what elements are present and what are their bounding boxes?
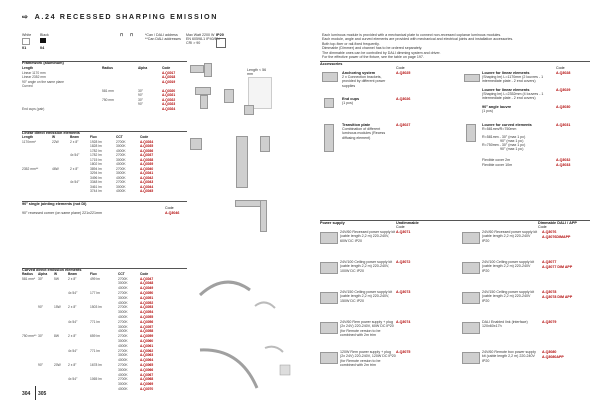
table-cell: 2700K: [118, 276, 128, 281]
table-cell: 4000K: [116, 162, 126, 166]
table-cell: 1715 lm: [90, 157, 102, 162]
table-cell: Linear 2352 mm: [22, 75, 46, 79]
product-code: A.Q3063: [140, 353, 154, 358]
table-cell: 177 lm: [90, 290, 100, 295]
louvre-name: Louvre for linear elements: [482, 71, 530, 75]
product-code: A.Q3065: [140, 362, 154, 367]
table-cell: 3000K: [118, 353, 128, 358]
accessory-image: [320, 122, 338, 152]
product-code: A.Q3042: [140, 175, 154, 180]
accessory-code: A.Q3025: [396, 71, 411, 75]
accessory-name: End cups: [342, 97, 360, 101]
table-cell: 3496 lm: [90, 175, 102, 180]
power-undimmable-title: Undimmable: [396, 221, 419, 225]
volt-line: EN 60598-1 IP40/EN: [186, 37, 220, 41]
page-header: [22, 12, 218, 21]
product-code: A.Q3018: [162, 75, 176, 79]
table-cell: 2 x 8°: [68, 305, 77, 310]
page-number-right: 305: [38, 391, 47, 397]
accessory-code: A.Q3027: [396, 123, 411, 127]
product-code: A.Q3047: [140, 276, 154, 281]
table-cell: 3894 lm: [90, 166, 102, 171]
table-cell: 30°: [38, 334, 43, 339]
table-cell: 2700K: [116, 153, 126, 157]
angle-desc: 90° recessed corner (on same plane) 221x221mm: [22, 211, 102, 215]
table-cell: 2 x 8°: [68, 276, 77, 281]
framework-diagram: [190, 63, 270, 123]
curved-diagram: [195, 270, 295, 395]
table-cell: 2700K: [118, 305, 128, 310]
table-cell: 4000K: [118, 358, 128, 363]
table-cell: 3000K: [116, 144, 126, 148]
power-supply-code: A.Q3080: [542, 350, 557, 354]
framework-title: Framework (aluminum): [22, 61, 64, 65]
product-code: A.Q3058: [140, 329, 154, 334]
product-code: A.Q3066: [140, 367, 154, 372]
table-cell: 3000K: [118, 338, 128, 343]
table-cell: 581 mm*: [22, 276, 36, 281]
louvre-image: [462, 122, 480, 142]
product-code: A.Q3035: [140, 144, 154, 148]
table-cell: End cups (pair): [22, 106, 45, 111]
table-cell: 1828 lm: [90, 144, 102, 148]
power-right-list: [462, 230, 592, 380]
product-code: A.Q3037: [140, 153, 154, 157]
finish-white-label: White: [22, 33, 32, 37]
table-cell: 1782 lm: [90, 148, 102, 153]
flexible-code: A.Q3032: [556, 158, 571, 162]
table-cell: 4000K: [118, 343, 128, 348]
power-supply-image: [462, 352, 480, 364]
finish-white-code: 01: [22, 46, 27, 50]
product-code: A.Q3044: [140, 184, 154, 189]
framework-table: Length Radius Alpha Code Linear 1170 mm A.Q3017 Linear 2352 mm A.Q3018 90° angle on the same plane A.Q3019 Curved 581 mm 30° A.Q3020 90° A.Q3021 750 mm 30° A.Q3022 90° A.Q3023 End cups (pair) A.Q3024: [22, 66, 176, 111]
product-code: A.Q3024: [162, 106, 176, 111]
power-supply-code-dim: A.Q3080APP: [542, 354, 564, 359]
power-supply-image: [462, 322, 480, 334]
accessory-desc: 2 x Connection brackets, provided by different power supplies: [342, 75, 386, 88]
louvre-angle: R=581mm - 30° (max 1 pc): [482, 135, 526, 139]
product-code: A.Q3049: [140, 286, 154, 291]
product-code: A.Q3039: [140, 162, 154, 166]
table-cell: 3000K: [118, 324, 128, 329]
accessory-desc: (1 pcs): [342, 101, 353, 105]
product-code: A.Q3051: [140, 295, 154, 300]
product-code: A.Q3036: [140, 148, 154, 153]
table-cell: 4000K: [118, 314, 128, 319]
product-code: A.Q3064: [140, 358, 154, 363]
table-cell: 2 x 8°: [70, 166, 79, 171]
table-cell: 4000K: [116, 175, 126, 180]
louvre-code: A.Q3029: [556, 88, 571, 92]
max-volt: Max Watt 2200 W: [186, 33, 215, 37]
lamp-note: **Can DALI addresses: [145, 37, 181, 41]
product-code: A.Q3020: [162, 88, 176, 93]
product-code: A.Q3060: [140, 338, 154, 343]
table-cell: 3000K: [118, 295, 128, 300]
table-cell: 3348 lm: [90, 180, 102, 184]
power-dimmable-title: Dimmable DALI / APP: [538, 221, 577, 225]
power-supply-code: A.Q3076: [542, 230, 557, 234]
table-cell: 3000K: [118, 281, 128, 286]
power-supply-desc: 120W Rem power supply + plug (2x 24V) 220-240V, 120W DC IP20 (for Remote version to be combined with 2m trim: [340, 350, 396, 368]
product-code: A.Q3053: [140, 305, 154, 310]
table-cell: 90°: [138, 102, 143, 106]
table-cell: 3294 lm: [90, 171, 102, 175]
angle-title: 90° single jointing elements (not DI): [22, 202, 87, 206]
power-supply-code: A.Q3071: [396, 230, 411, 234]
table-cell: 4x 54°: [68, 377, 78, 382]
louvre-angle: 90° (max 1 pc): [500, 147, 524, 151]
louvre-desc: (1 pcs): [482, 109, 493, 113]
table-cell: 90° angle on the same plane: [22, 79, 65, 84]
power-supply-image: [462, 232, 480, 244]
product-code: A.Q3041: [140, 171, 154, 175]
table-cell: 46W: [52, 166, 59, 171]
power-supply-desc: 24V/100 Ceiling power supply kit (cable length 2,2 m) 220-240V, 100W DC IP20: [340, 260, 393, 273]
table-cell: 4x 54°: [68, 290, 78, 295]
ip-icon-1: ⊓: [120, 33, 123, 37]
table-cell: 2352 mm**: [22, 166, 39, 171]
table-cell: 2700K: [118, 290, 128, 295]
table-cell: 4000K: [118, 372, 128, 377]
table-cell: 1678 lm: [90, 362, 102, 367]
louvre-name: 90° angle louvre: [482, 105, 512, 109]
product-code: A.Q3040: [140, 166, 154, 171]
page-number-left: 304: [22, 391, 31, 397]
table-cell: 4x 54°: [68, 319, 78, 324]
power-left-list: [320, 230, 455, 380]
product-code: A.Q3045: [140, 189, 154, 193]
table-cell: 771 lm: [90, 348, 100, 353]
power-supply-image: [320, 292, 338, 304]
product-code: A.Q3023: [162, 102, 176, 106]
table-cell: 90°: [38, 305, 43, 310]
table-cell: 2700K: [118, 334, 128, 339]
length-dim: Length < 56 mm: [247, 68, 267, 77]
louvre-name: Louvre for curved elements: [482, 123, 532, 127]
power-supply-code-dim: A.Q3077 DIM APP: [542, 264, 573, 269]
table-cell: 4000K: [116, 148, 126, 153]
product-code: A.Q3061: [140, 343, 154, 348]
accessories-title: Accessories: [320, 62, 343, 66]
power-supply-code: A.Q3075: [396, 350, 411, 354]
table-cell: 22W: [52, 139, 59, 144]
cri-line: CRI > 90: [186, 41, 201, 45]
product-code: A.Q3034: [140, 139, 154, 144]
table-cell: 90°: [38, 362, 43, 367]
table-cell: 4000K: [118, 386, 128, 391]
table-cell: 2700K: [116, 139, 126, 144]
linear-title: Linear direct emission elements: [22, 131, 80, 135]
power-supply-code-dim: A.Q3076DIMAPP: [542, 234, 571, 239]
table-cell: 3461 lm: [90, 184, 102, 189]
product-code: A.Q3017: [162, 70, 176, 75]
table-cell: 2 x 8°: [68, 362, 77, 367]
power-supply-desc: 24V/60 Recessed power supply kit (cable length 2,2 m) 220-240V IP20: [482, 230, 538, 243]
power-supply-code-dim: A.Q3078 DIM APP: [542, 294, 573, 299]
product-code: A.Q3054: [140, 310, 154, 315]
table-cell: 90°: [138, 93, 143, 97]
product-code: A.Q3043: [140, 180, 154, 184]
accessory-image: [320, 96, 338, 110]
curved-table: Radius Alpha W Beam Flux CCT Code 581 mm* 30° 5W 2 x 8° 499 lm 2700K A.Q3047 3000K A.Q3048 4000K A.Q3049 4x 54° 177 lm 2700K A.Q3050 3000K A.Q3051 4000K A.Q3052 90° 15W 2 x 8° 1503 lm 2700K A.Q3053 3000K A.Q3054 4000K A.Q3055 4x 54° 771 lm 2700K A.Q3056 3000K A.Q3057 4000K A.Q3058 750 mm** 30° 8W 2 x 8° 659 lm 2700K A.Q3059 3000K A.Q3060 4000K A.Q3061 4x 54° 771 lm 2700K A.Q3062 3000K A.Q3063 4000K A.Q3064 90° 20W 2 x 8° 1678 lm 2700K A.Q3065 3000K A.Q3066 4000K A.Q3067 4x 54° 1065 lm 2700K A.Q3068 3000K A.Q3069 4000K A.Q3070: [22, 272, 154, 391]
accessory-desc: Combination of different luminous modules (Recess diffusing element): [342, 127, 386, 140]
table-cell: 1065 lm: [90, 377, 102, 382]
table-cell: 2 x 8°: [70, 139, 79, 144]
angle-code: A.Q3046: [165, 211, 180, 215]
table-cell: 3000K: [116, 157, 126, 162]
table-cell: 4x 54°: [70, 153, 80, 157]
power-supply-image: [320, 352, 338, 364]
linear-table: Length W Beam Flux CCT Code 1170mm* 22W 2 x 8° 1928 lm 2700K A.Q3034 1828 lm 3000K A.Q3035 1782 lm 4000K A.Q3036 4x 54° 1782 lm 2700K A.Q3037 1715 lm 3000K A.Q3038 1802 lm 4000K A.Q3039 2352 mm** 46W 2 x 8° 3894 lm 2700K A.Q3040 3294 lm 3000K A.Q3041 3496 lm 4000K A.Q3042 4x 54° 3348 lm 2700K A.Q3043 3461 lm 3000K A.Q3044 3744 lm 4000K A.Q3045: [22, 135, 154, 193]
accessory-code: A.Q3026: [396, 97, 411, 101]
table-cell: 2700K: [116, 180, 126, 184]
accessories-code-label-right: Code: [556, 66, 565, 70]
table-cell: 30°: [138, 88, 143, 93]
table-cell: 4000K: [116, 189, 126, 193]
product-code: A.Q3021: [162, 93, 176, 97]
louvre-desc: (Shaping lm) L=1170mm (2 louvres - 1 intermediate plate - 2 end covers): [482, 75, 544, 84]
table-cell: 4000K: [118, 329, 128, 334]
table-cell: 2700K: [118, 362, 128, 367]
product-code: A.Q3019: [162, 79, 176, 84]
table-cell: 2700K: [118, 348, 128, 353]
louvre-name: Louvre for linear elements: [482, 88, 530, 92]
table-cell: 4000K: [118, 300, 128, 305]
accessory-name: Anchoring system: [342, 71, 376, 75]
ip-label: IP20: [216, 33, 224, 37]
power-supply-image: [320, 232, 338, 244]
flexible-code: A.Q3033: [556, 163, 571, 167]
table-cell: Curved: [22, 84, 33, 88]
power-supply-image: [320, 262, 338, 274]
table-cell: 2700K: [118, 319, 128, 324]
power-supply-image: [320, 322, 338, 334]
table-cell: 30°: [38, 276, 43, 281]
flexible-cover: Flexible cover 10m: [482, 163, 513, 167]
product-code: A.Q3050: [140, 290, 154, 295]
table-cell: 2700K: [118, 377, 128, 382]
table-cell: 30°: [138, 97, 143, 102]
power-supply-image: [462, 292, 480, 304]
louvre-angle: R=750mm - 30° (max 1 pc): [482, 143, 526, 147]
power-supply-desc: 24V/150 Ceiling power supply kit (cable length 2,2 m) 220-240V IP20: [482, 290, 535, 303]
flexible-cover: Flexible cover 2m: [482, 158, 511, 162]
power-supply-code: A.Q3078: [542, 290, 557, 294]
power-supply-image: [462, 262, 480, 274]
power-supply-desc: DALI Enabled link (interface) 120x60x17h: [482, 320, 528, 329]
product-code: A.Q3048: [140, 281, 154, 286]
power-code-label: Code: [396, 225, 405, 229]
finish-black-code: 04: [40, 46, 45, 50]
power-supply-desc: 24V/100 Ceiling power supply kit (cable length 2,2 m) 220-240V IP20: [482, 260, 535, 273]
table-cell: 3000K: [116, 184, 126, 189]
power-code-label-right: Code: [538, 225, 547, 229]
table-cell: 20W: [54, 362, 61, 367]
product-code: A.Q3055: [140, 314, 154, 319]
intro-text: Each luminous module is provided with a mechanical plate to connect non-recessed coplanar luminous modules. Each module, angle and curved elements are provided with mechanical and electrical joints and installation accessories. Both top-fixer or rail-fixed frequently. Dimmable (Dimmer) and channel has to be ordered separately. The dimmable ones can be controlled by DALI dimming system and driver. For the effective power of the fixture, see the table on page 197.: [322, 33, 514, 60]
table-cell: 5W: [54, 276, 59, 281]
louvre-angle: 90° (max 1 pc): [500, 139, 524, 143]
table-cell: 3000K: [116, 171, 126, 175]
accessory-name: Transition plate: [342, 123, 371, 127]
louvre-code: A.Q3028: [556, 71, 571, 75]
arrow-icon: ⇨: [22, 12, 30, 21]
power-supply-code: A.Q3074: [396, 320, 411, 324]
table-cell: 1503 lm: [90, 305, 102, 310]
linear-diagram: [188, 136, 268, 196]
table-cell: 4x 54°: [68, 348, 78, 353]
dali-note: *Can / DALI address: [145, 33, 178, 37]
product-code: A.Q3022: [162, 97, 176, 102]
table-cell: 3000K: [118, 382, 128, 387]
power-supply-desc: 24V/60 Remote box power supply kit (cable length 2,2 m) 220-240V IP20: [482, 350, 536, 363]
product-code: A.Q3057: [140, 324, 154, 329]
louvre-desc: (Shaping lm) L=2352mm (4 louvres - 1 intermediate plate - 2 end covers): [482, 92, 544, 101]
curved-title: Curved direct emission elements: [22, 268, 82, 272]
page-divider: [35, 386, 36, 400]
louvre-code: A.Q3030: [556, 105, 571, 109]
product-code: A.Q3059: [140, 334, 154, 339]
table-cell: 15W: [54, 305, 61, 310]
table-cell: Linear 1170 mm: [22, 70, 46, 75]
ip-icon-2: ⊓: [130, 33, 133, 37]
power-supply-code: A.Q3077: [542, 260, 557, 264]
power-supply-code: A.Q3072: [396, 260, 411, 264]
table-cell: 750 mm**: [22, 334, 37, 339]
table-cell: 2700K: [116, 166, 126, 171]
power-title: Power supply: [320, 221, 345, 225]
table-cell: 3000K: [118, 310, 128, 315]
black-swatch: [40, 38, 46, 43]
angle-diagram: [235, 200, 265, 230]
table-cell: 2 x 8°: [68, 334, 77, 339]
product-code: A.Q3056: [140, 319, 154, 324]
table-cell: 581 mm: [102, 88, 114, 93]
fixture-symbol-icon: [216, 38, 226, 48]
angle-code-label: Code: [165, 206, 174, 210]
accessory-image: [320, 70, 338, 84]
product-code: A.Q3038: [140, 157, 154, 162]
louvre-code: A.Q3031: [556, 123, 571, 127]
power-supply-code: A.Q3079: [542, 320, 557, 324]
table-cell: 750 mm: [102, 97, 114, 102]
table-cell: 1802 lm: [90, 162, 102, 166]
table-cell: 1782 lm: [90, 153, 102, 157]
white-swatch: [22, 38, 30, 45]
product-code: A.Q3062: [140, 348, 154, 353]
page-title: A.24 RECESSED SHARPING EMISSION: [34, 12, 219, 21]
product-code: A.Q3069: [140, 382, 154, 387]
louvre-image: [462, 70, 480, 84]
table-cell: 8W: [54, 334, 59, 339]
louvre-desc: R=581mm/R=750mm: [482, 127, 517, 131]
accessories-code-label: Code: [396, 66, 405, 70]
power-supply-desc: 24V/60 Recessed power supply kit (cable length 2,2 m) 220-240V, 60W DC IP20: [340, 230, 396, 243]
product-code: A.Q3067: [140, 372, 154, 377]
table-cell: 771 lm: [90, 319, 100, 324]
power-supply-desc: 24V/150 Ceiling power supply kit (cable length 2,2 m) 220-240V, 150W DC IP20: [340, 290, 393, 303]
table-cell: 4x 54°: [70, 180, 80, 184]
table-cell: 4000K: [118, 286, 128, 291]
power-supply-desc: 24V/60 Rem power supply + plug (2x 24V) 220-240V, 60W DC IP20 (for Remote version to be combined with 2m trim: [340, 320, 394, 338]
product-code: A.Q3052: [140, 300, 154, 305]
power-supply-code: A.Q3073: [396, 290, 411, 294]
finish-black-label: Black: [40, 33, 49, 37]
table-cell: 3744 lm: [90, 189, 102, 193]
table-cell: 1170mm*: [22, 139, 36, 144]
table-cell: 3000K: [118, 367, 128, 372]
table-cell: 1928 lm: [90, 139, 102, 144]
product-code: A.Q3070: [140, 386, 154, 391]
product-code: A.Q3068: [140, 377, 154, 382]
table-cell: 659 lm: [90, 334, 100, 339]
table-cell: 499 lm: [90, 276, 100, 281]
